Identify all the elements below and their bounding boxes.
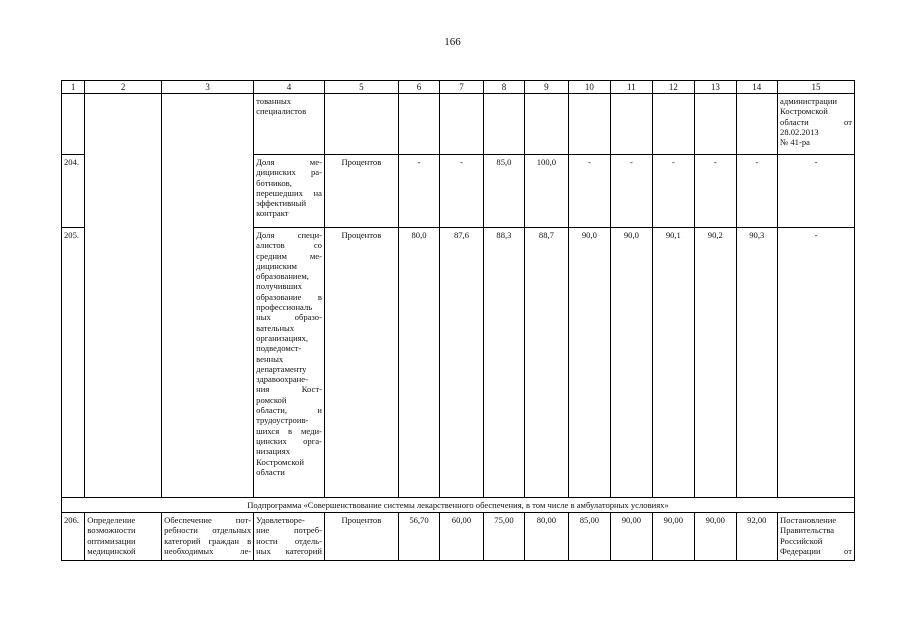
value-cell: -: [695, 155, 736, 228]
indicator-name: Доля специ- алистов со средним ме- дицинским образованием, получивших образование в профессиональ ных образо- вательных организациях, подведомст- венных департаменту здравоохране- ния Кост- ромской области, и трудоустроив- шихся в меди- цинских орга- низациях Костромской области: [254, 228, 325, 498]
indicators-table: [61, 80, 855, 561]
cell-merged: [162, 94, 254, 498]
value-cell: -: [440, 155, 483, 228]
table-row-continuation: [62, 94, 855, 155]
value-cell: 88,3: [483, 228, 524, 498]
value-cell: 87,6: [440, 228, 483, 498]
column-number: 5: [324, 81, 398, 94]
unit: Процентов: [324, 513, 398, 561]
unit: Процентов: [324, 228, 398, 498]
value-cell: -: [398, 155, 439, 228]
column-number: 14: [736, 81, 777, 94]
column-number: 2: [85, 81, 162, 94]
legal-basis: -: [778, 155, 855, 228]
value-cell: 80,00: [525, 513, 568, 561]
value-cell: 90,1: [652, 228, 694, 498]
cell: [62, 94, 85, 155]
column-number: 6: [398, 81, 439, 94]
indicator-name: тованных специалистов: [254, 94, 325, 155]
task-name: Обеспечение пот- ребности отдельных категорий граждан в необходимых ле-: [162, 513, 254, 561]
column-number: 3: [162, 81, 254, 94]
indicator-name: Удовлетворе- ние потреб- ности отдель- ных категорий: [254, 513, 325, 561]
value-cell: 75,00: [483, 513, 524, 561]
column-number: 9: [525, 81, 568, 94]
column-number: 10: [568, 81, 610, 94]
legal-basis: -: [778, 228, 855, 498]
row-number: 205.: [62, 228, 85, 498]
value-cell: 88,7: [525, 228, 568, 498]
measure-name: Определение возможности оптимизации медицинской: [85, 513, 162, 561]
value-cell: 85,0: [483, 155, 524, 228]
column-number: 13: [695, 81, 736, 94]
unit: Процентов: [324, 155, 398, 228]
indicator-name: Доля ме- дицинских ра- ботников, перешедших на эффективный контракт: [254, 155, 325, 228]
column-number: 4: [254, 81, 325, 94]
column-number: 7: [440, 81, 483, 94]
value-cell: -: [568, 155, 610, 228]
value-cell: 92,00: [736, 513, 777, 561]
table-row-206: [62, 513, 855, 561]
value-cell: 90,0: [568, 228, 610, 498]
column-number: 15: [778, 81, 855, 94]
value-cell: 80,0: [398, 228, 439, 498]
column-number: 12: [652, 81, 694, 94]
value-cell: 90,0: [611, 228, 652, 498]
subprogram-title: Подпрограмма «Совершенствование системы лекарственного обеспечения, в том числе в амбулаторных условиях»: [62, 498, 855, 513]
page-number: 166: [444, 36, 461, 48]
column-number: 11: [611, 81, 652, 94]
value-cell: 85,00: [568, 513, 610, 561]
value-cell: 56,70: [398, 513, 439, 561]
value-cell: 90,00: [695, 513, 736, 561]
value-cell: 90,2: [695, 228, 736, 498]
value-cell: 60,00: [440, 513, 483, 561]
value-cell: -: [652, 155, 694, 228]
cell-merged: [85, 94, 162, 498]
value-cell: 90,3: [736, 228, 777, 498]
column-number: 1: [62, 81, 85, 94]
value-cell: 90,00: [652, 513, 694, 561]
row-number: 206.: [62, 513, 85, 561]
value-cell: -: [611, 155, 652, 228]
column-numbers-row: [62, 81, 855, 94]
row-number: 204.: [62, 155, 85, 228]
subprogram-row: [62, 498, 855, 513]
column-number: 8: [483, 81, 524, 94]
value-cell: 100,0: [525, 155, 568, 228]
legal-basis: администрации Костромской области от 28.02.2013 № 41-ра: [778, 94, 855, 155]
value-cell: 90,00: [611, 513, 652, 561]
value-cell: -: [736, 155, 777, 228]
legal-basis: Постановление Правительства Российской Федерации от: [778, 513, 855, 561]
